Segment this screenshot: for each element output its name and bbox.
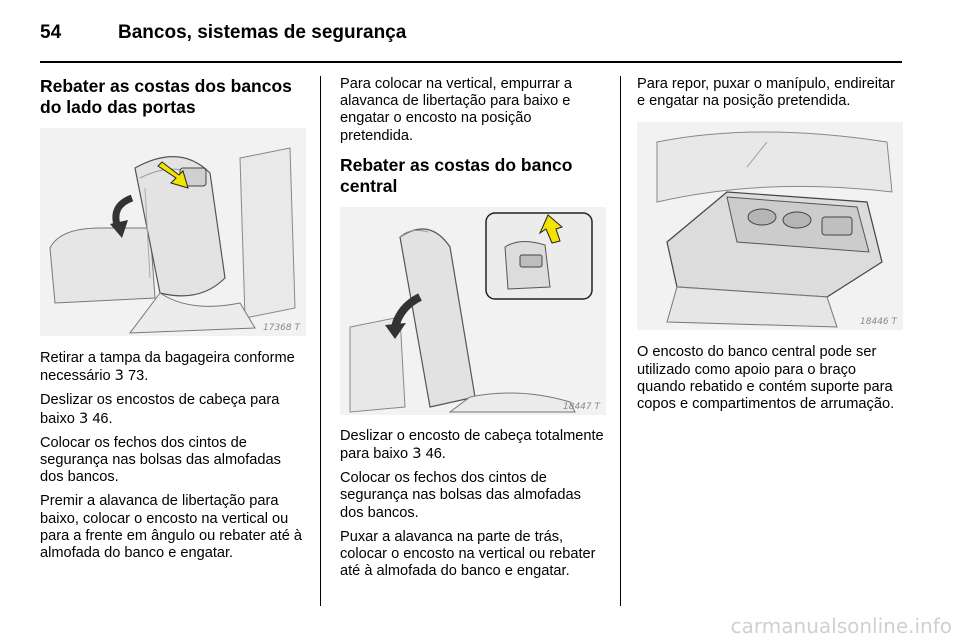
reference-arrow-icon: 3 (78, 409, 89, 427)
paragraph-release-lever: Premir a alavanca de libertação para baixo, colocar o encosto na vertical ou para a frente em ângulo ou rebater até à almofada do banco e engatar. (40, 493, 303, 562)
paragraph-text: Deslizar o encosto de cabeça totalmente para baixo (340, 427, 604, 463)
center-seat-illustration (340, 207, 606, 415)
paragraph-headrests (40, 392, 306, 427)
paragraph-seatbelts: Colocar os fechos dos cintos de segurança nas bolsas das almofadas dos bancos. (40, 434, 281, 486)
paragraph-upright: Para colocar na vertical, empurrar a alavanca de libertação para baixo e engatar o encosto na posição pretendida. (340, 76, 572, 144)
figure-code: 17368 T (263, 323, 300, 333)
section-heading-center-seat: Rebater as costas do banco central (340, 154, 573, 196)
paragraph-reset: Para repor, puxar o manípulo, endireitar e engatar na posição pretendida. (637, 76, 895, 110)
watermark: carmanualsonline.info (730, 614, 952, 638)
section-heading-door-seats: Rebater as costas dos bancos do lado das portas (40, 76, 292, 117)
paragraph-pull-lever: Puxar a alavanca na parte de trás, colocar o encosto na vertical ou rebater até à almofada do banco e engatar. (340, 528, 596, 580)
armrest-illustration (637, 122, 903, 330)
figure-code: 18446 T (860, 317, 897, 328)
page-reference: 73. (128, 368, 149, 385)
paragraph-headrest-down (340, 428, 606, 463)
seat-illustration (40, 128, 306, 336)
column-divider (620, 76, 621, 606)
figure-code: 18447 T (563, 401, 600, 412)
reference-arrow-icon: 3 (114, 367, 124, 385)
paragraph-armrest: O encosto do banco central pode ser utilizado como apoio para o braço quando rebatido e contém suporte para copos e compartimentos de arrumação. (637, 344, 895, 413)
page-reference: 46. (92, 410, 113, 427)
page-reference: 46. (425, 446, 446, 463)
column-1 (40, 76, 306, 569)
paragraph-seatbelts-center: Colocar os fechos dos cintos de segurança nas bolsas das almofadas dos bancos. (340, 470, 581, 521)
figure-center-seat-fold (340, 207, 606, 415)
page-number: 54 (40, 22, 62, 43)
figure-center-armrest (637, 122, 903, 330)
column-2 (340, 76, 606, 587)
column-3 (637, 76, 903, 420)
page-title: Bancos, sistemas de segurança (118, 22, 407, 43)
paragraph-text: Retirar a tampa da bagageira conforme necessário (40, 350, 295, 385)
paragraph-text: Deslizar os encostos de cabeça para baixo (40, 392, 280, 427)
paragraph-boot-cover (40, 350, 306, 385)
reference-arrow-icon: 3 (412, 445, 422, 463)
figure-door-seat-fold (40, 128, 306, 336)
header-rule (40, 61, 902, 63)
column-divider (320, 76, 321, 606)
